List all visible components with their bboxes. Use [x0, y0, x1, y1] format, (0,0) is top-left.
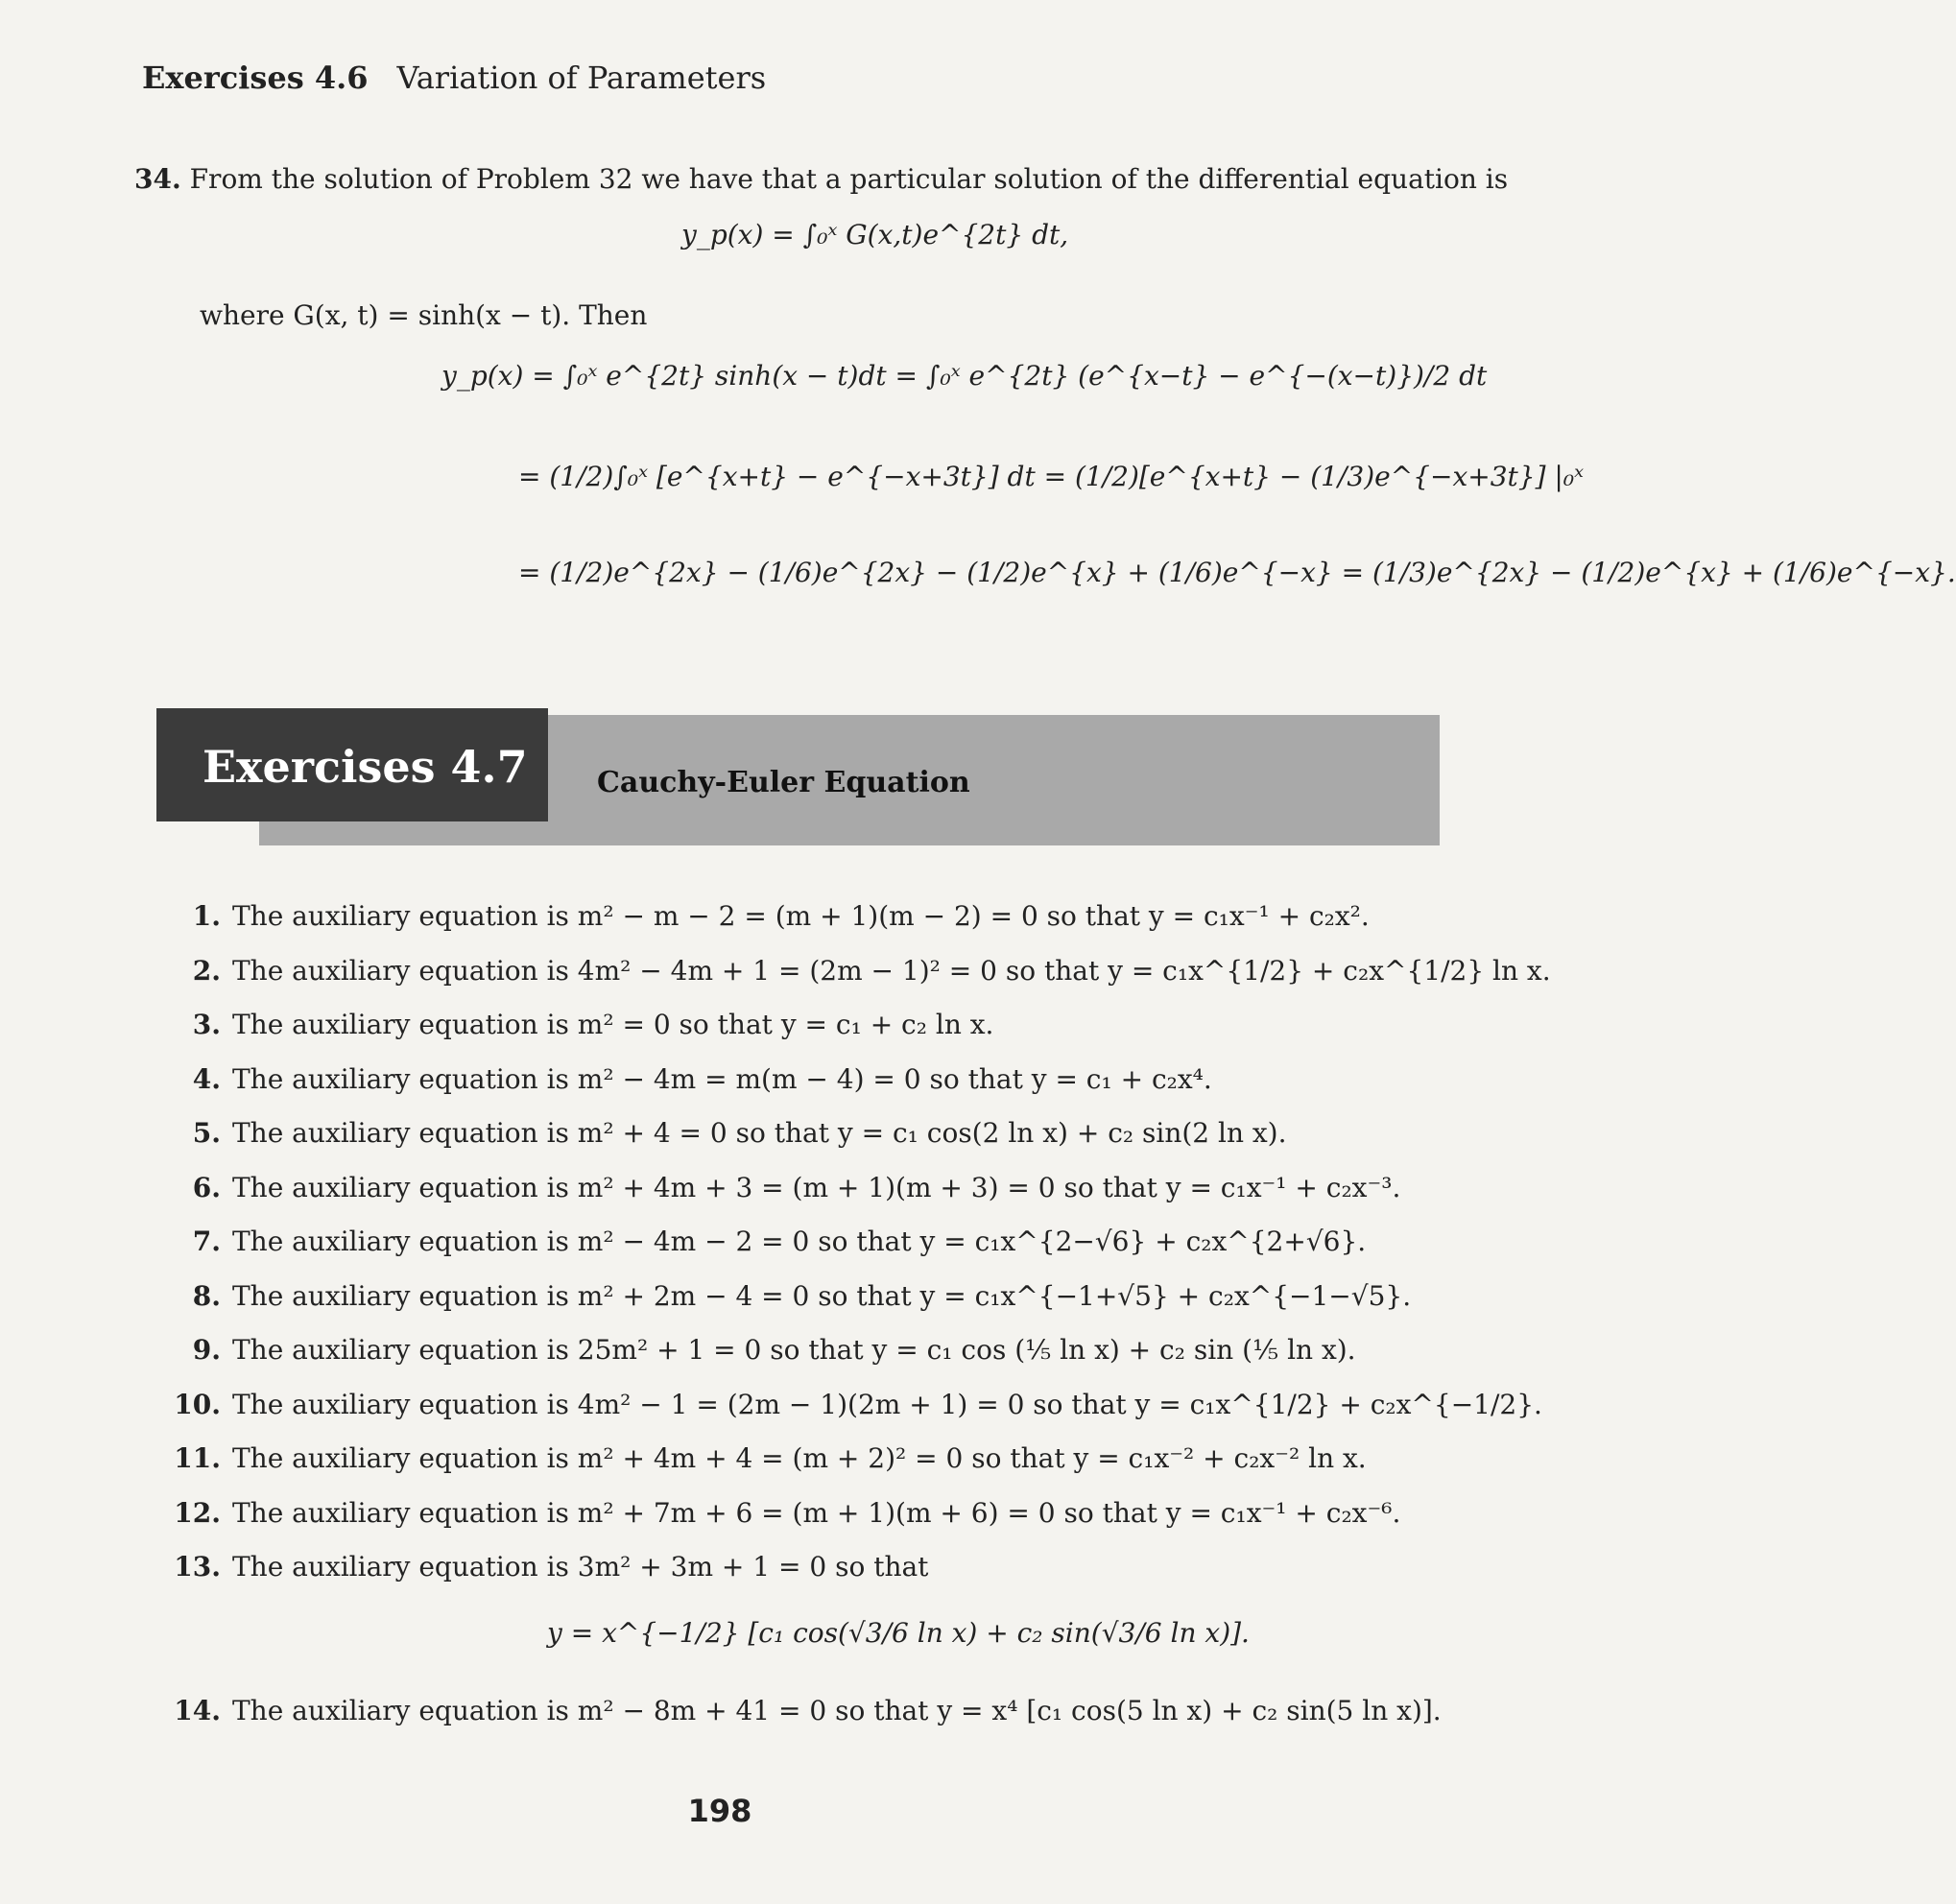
- problem-intro-text: From the solution of Problem 32 we have that a particular solution of the differential equation is: [189, 163, 1509, 195]
- section-subtitle: Cauchy-Euler Equation: [597, 766, 970, 799]
- list-item: 12. The auxiliary equation is m² + 7m + 6 = (m + 1)(m + 6) = 0 so that y = c₁x⁻¹ + c₂x⁻⁶.: [174, 1496, 1401, 1529]
- list-item: 10. The auxiliary equation is 4m² − 1 = (2m − 1)(2m + 1) = 0 so that y = c₁x^{1/2} + c₂x^{−1/2}.: [174, 1388, 1542, 1420]
- problem-34-intro: [134, 163, 1508, 195]
- list-item: 5. The auxiliary equation is m² + 4 = 0 so that y = c₁ cos(2 ln x) + c₂ sin(2 ln x).: [192, 1117, 1287, 1149]
- list-item: 14. The auxiliary equation is m² − 8m + 41 = 0 so that y = x⁴ [c₁ cos(5 ln x) + c₂ sin(5 ln x)].: [174, 1695, 1442, 1726]
- list-item: 7. The auxiliary equation is m² − 4m − 2 = 0 so that y = c₁x^{2−√6} + c₂x^{2+√6}.: [192, 1226, 1367, 1257]
- problem-number: 34.: [134, 163, 181, 195]
- list-item: 4. The auxiliary equation is m² − 4m = m(m − 4) = 0 so that y = c₁ + c₂x⁴.: [192, 1062, 1212, 1095]
- page-header: [142, 60, 766, 96]
- exercise-list: [173, 900, 1551, 1749]
- where-clause: where G(x, t) = sinh(x − t). Then: [200, 299, 648, 331]
- list-item: 1. The auxiliary equation is m² − m − 2 = (m + 1)(m − 2) = 0 so that y = c₁x⁻¹ + c₂x².: [192, 900, 1370, 932]
- list-item: 13. The auxiliary equation is 3m² + 3m + 1 = 0 so that y = x^{−1/2} [c₁ cos(√3/6 ln x) + c₂ sin(√3/6 ln x)].: [173, 1551, 1411, 1695]
- derivation-line-3: = (1/2)e^{2x} − (1/6)e^{2x} − (1/2)e^{x} + (1/6)e^{−x} = (1/3)e^{2x} − (1/2)e^{x} + (1/6)e^{−x}.: [518, 557, 1956, 588]
- section-banner: [156, 708, 548, 821]
- list-item: 2. The auxiliary equation is 4m² − 4m + 1 = (2m − 1)² = 0 so that y = c₁x^{1/2} + c₂x^{1/2} ln x.: [192, 954, 1551, 987]
- equation-yp-integral: y_p(x) = ∫₀ˣ G(x,t)e^{2t} dt,: [681, 219, 1069, 250]
- section-banner-title: Exercises 4.7: [203, 741, 528, 793]
- list-item: 3. The auxiliary equation is m² = 0 so that y = c₁ + c₂ ln x.: [192, 1009, 994, 1040]
- header-section: Exercises 4.6: [142, 60, 369, 96]
- derivation-line-1: y_p(x) = ∫₀ˣ e^{2t} sinh(x − t)dt = ∫₀ˣ e^{2t} (e^{x−t} − e^{−(x−t)})/2 dt: [441, 360, 1488, 392]
- page-number: 198: [687, 1793, 752, 1829]
- header-title: Variation of Parameters: [396, 60, 767, 96]
- list-item: 6. The auxiliary equation is m² + 4m + 3 = (m + 1)(m + 3) = 0 so that y = c₁x⁻¹ + c₂x⁻³.: [192, 1171, 1401, 1203]
- item-13-equation: y = x^{−1/2} [c₁ cos(√3/6 ln x) + c₂ sin(√3/6 ln x)].: [547, 1617, 1250, 1649]
- derivation-line-2: = (1/2)∫₀ˣ [e^{x+t} − e^{−x+3t}] dt = (1/2)[e^{x+t} − (1/3)e^{−x+3t}] |₀ˣ: [518, 461, 1585, 492]
- list-item: 9. The auxiliary equation is 25m² + 1 = 0 so that y = c₁ cos (⅕ ln x) + c₂ sin (⅕ ln x).: [192, 1334, 1356, 1366]
- list-item: 11. The auxiliary equation is m² + 4m + 4 = (m + 2)² = 0 so that y = c₁x⁻² + c₂x⁻² ln x.: [174, 1442, 1367, 1474]
- list-item: 8. The auxiliary equation is m² + 2m − 4 = 0 so that y = c₁x^{−1+√5} + c₂x^{−1−√5}.: [192, 1279, 1412, 1312]
